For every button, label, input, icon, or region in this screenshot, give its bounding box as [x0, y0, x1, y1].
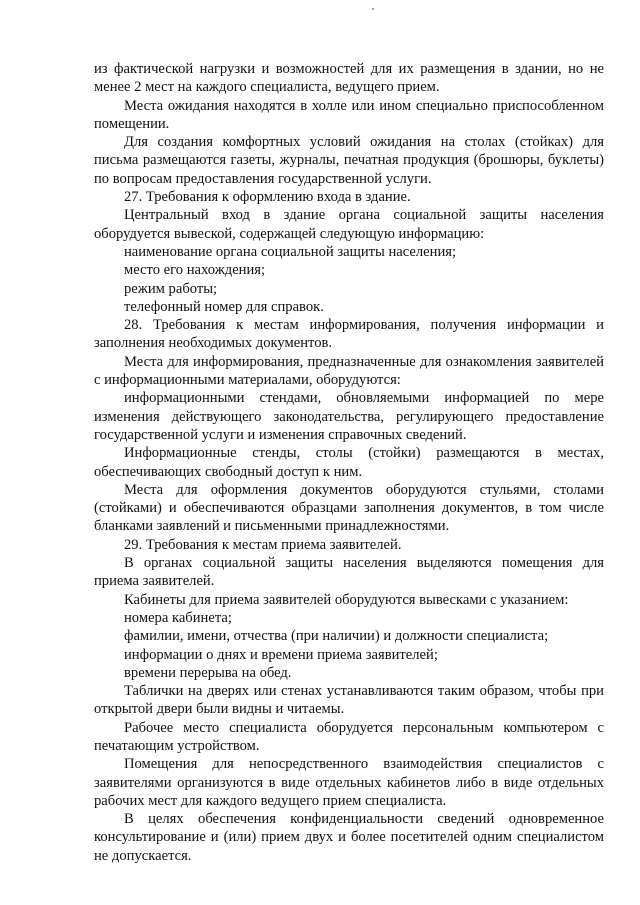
paragraph-document-places: Места для оформления документов оборудуются стульями, столами (стойками) и обеспечиваются образцами заполнения документов, в том числе бланками заявлений и письменными принадлежностями.	[94, 481, 604, 535]
paragraph-comfort-conditions: Для создания комфортных условий ожидания на столах (стойках) для письма размещаются газеты, журналы, печатная продукция (брошюры, буклеты) по вопросам предоставления государственной услуги.	[94, 134, 604, 187]
list-item-phone: телефонный номер для справок.	[124, 298, 324, 315]
section-28-heading: 28. Требования к местам информирования, получения информации и заполнения необходимых документов.	[94, 317, 604, 352]
paragraph-continuation: из фактической нагрузки и возможностей для их размещения в здании, но не менее 2 мест на каждого специалиста, ведущего прием.	[94, 61, 604, 96]
list-item-cabinet-number: номера кабинета;	[124, 609, 232, 626]
list-item-organ-name: наименование органа социальной защиты населения;	[124, 243, 457, 260]
list-item-reception-days: информации о днях и времени приема заявителей;	[124, 646, 438, 663]
paragraph-info-stands: информационными стендами, обновляемыми информацией по мере изменения действующего законодательства, регулирующего предоставление государственной услуги и изменения справочных сведений.	[94, 390, 604, 443]
paragraph-workplace: Рабочее место специалиста оборудуется персональным компьютером с печатающим устройством.	[94, 719, 604, 754]
paragraph-central-entrance: Центральный вход в здание органа социальной защиты населения оборудуется вывеской, содержащей следующую информацию:	[94, 207, 604, 242]
paragraph-stands-placement: Информационные стенды, столы (стойки) размещаются в местах, обеспечивающих свободный доступ к ним.	[94, 445, 604, 480]
paragraph-confidentiality: В целях обеспечения конфиденциальности сведений одновременное консультирование и (или) прием двух и более посетителей одним специалистом не допускается.	[94, 811, 604, 864]
section-27-heading: 27. Требования к оформлению входа в здание.	[124, 189, 411, 206]
list-item-work-hours: режим работы;	[124, 280, 218, 297]
paragraph-cabinet-signs: Кабинеты для приема заявителей оборудуются вывесками с указанием:	[124, 591, 569, 608]
list-item-specialist-name: фамилии, имени, отчества (при наличии) и должности специалиста;	[124, 628, 549, 645]
paragraph-interaction-rooms: Помещения для непосредственного взаимодействия специалистов с заявителями организуются в виде отдельных кабинетов либо в виде отдельных рабочих мест для каждого ведущего прием специалиста.	[94, 756, 604, 809]
section-29-heading: 29. Требования к местам приема заявителей.	[124, 536, 402, 553]
list-item-lunch-break: времени перерыва на обед.	[124, 664, 292, 681]
document-body	[94, 60, 604, 865]
paragraph-reception-rooms: В органах социальной защиты населения выделяются помещения для приема заявителей.	[94, 555, 604, 590]
list-item-location: место его нахождения;	[124, 262, 266, 279]
scan-mark	[372, 8, 374, 10]
paragraph-waiting-places: Места ожидания находятся в холле или ином специально приспособленном помещении.	[94, 97, 604, 132]
paragraph-door-plates: Таблички на дверях или стенах устанавливаются таким образом, чтобы при открытой двери были видны и читаемы.	[94, 683, 604, 718]
paragraph-info-places: Места для информирования, предназначенные для ознакомления заявителей с информационными материалами, оборудуются:	[94, 353, 604, 389]
